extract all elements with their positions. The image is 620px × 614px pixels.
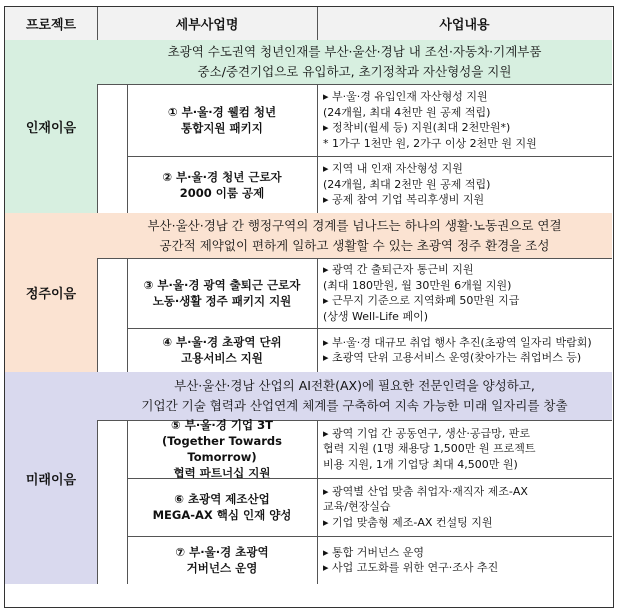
column-divider xyxy=(317,420,318,478)
content-line: ▸ 광역 기업 간 공동연구, 생산·공급망, 판로 xyxy=(323,426,531,440)
subproject-content xyxy=(317,335,612,366)
content-line: ▸ 부·울·경 대규모 취업 행사 추진(초광역 일자리 박람회) xyxy=(323,335,592,349)
content-line: 교육/현장실습 xyxy=(323,500,391,514)
subproject-content xyxy=(317,89,612,151)
summary-line: 중소/중견기업으로 유입하고, 초기정착과 자산형성을 지원 xyxy=(197,64,512,79)
column-divider xyxy=(127,536,128,584)
subproject-name xyxy=(127,156,317,213)
column-divider xyxy=(127,478,128,536)
content-line: (상생 Well-Life 페이) xyxy=(323,309,428,323)
content-line: (24개월, 최대 2천만 원 공제 적립) xyxy=(323,177,491,191)
column-divider xyxy=(127,258,128,328)
content-line: ▸ 기업 맞춤형 제조-AX 컨설팅 지원 xyxy=(323,515,493,529)
column-divider xyxy=(127,156,128,213)
content-line: * 1가구 1천만 원, 2가구 이상 2천만 원 지원 xyxy=(323,136,537,150)
subproject-content xyxy=(317,262,612,324)
summary-line: 부산·울산·경남 산업의 AI전환(AX)에 필요한 전문인력을 양성하고, xyxy=(174,378,535,393)
content-line: ▸ 부·울·경 유입인재 자산형성 지원 xyxy=(323,90,488,103)
column-divider xyxy=(127,84,128,156)
subproject-content xyxy=(317,426,612,473)
summary-line: 기업간 기술 협력과 산업연계 체계를 구축하여 지속 가능한 미래 일자리를 창출 xyxy=(141,398,568,413)
header-project: 프로젝트 xyxy=(25,18,77,33)
column-divider xyxy=(317,156,318,213)
subproject-name-line: 거버넌스 운영 xyxy=(186,561,258,575)
content-line: ▸ 근무지 기준으로 지역화폐 50만원 지급 xyxy=(323,294,520,307)
summary-line: 공간적 제약없이 편하게 일하고 생활할 수 있는 초광역 정주 환경을 조성 xyxy=(159,237,550,253)
column-divider xyxy=(127,420,128,478)
subproject-content xyxy=(317,545,612,576)
subproject-name-line: (Together Towards Tomorrow) xyxy=(161,434,282,464)
content-line: ▸ 공제 참여 기업 복리후생비 지원 xyxy=(323,193,485,207)
content-line: ▸ 통합 거버넌스 운영 xyxy=(323,545,425,559)
column-divider xyxy=(317,478,318,536)
column-divider xyxy=(317,258,318,328)
summary-line: 부산·울산·경남 간 행정구역의 경계를 넘나드는 하나의 생활·노동권으로 연결 xyxy=(147,217,562,233)
project-name-3: 미래이음 xyxy=(5,372,97,584)
content-line: ▸ 광역 간 출퇴근자 통근비 지원 xyxy=(323,263,474,276)
content-line: (최대 180만원, 월 30만원 6개월 지원) xyxy=(323,278,512,292)
content-line: (24개월, 최대 4천만 원 공제 적립) xyxy=(323,105,491,119)
subproject-name xyxy=(127,84,317,156)
subproject-name-line: MEGA-AX 핵심 인재 양성 xyxy=(152,508,292,522)
subproject-name xyxy=(127,258,317,328)
subproject-name-line: ⑥ 초광역 제조산업 xyxy=(174,492,270,506)
content-line: ▸ 정착비(월세 등) 지원(최대 2천만원*) xyxy=(323,121,511,134)
column-divider xyxy=(317,328,318,372)
subproject-name-line: 고용서비스 지원 xyxy=(181,351,263,365)
summary-line: 초광역 수도권역 청년인재를 부산·울산·경남 내 조선·자동차·기계부품 xyxy=(167,44,542,59)
subproject-name-line: ① 부·울·경 웰컴 청년 xyxy=(167,105,277,119)
content-line: ▸ 지역 내 인재 자산형성 지원 xyxy=(323,162,463,176)
content-line: ▸ 초광역 단위 고용서비스 운영(찾아가는 취업버스 등) xyxy=(323,351,582,364)
content-line: 비용 지원, 1개 기업당 최대 4,500만 원) xyxy=(323,457,518,471)
subproject-name xyxy=(127,420,317,478)
subproject-name xyxy=(127,328,317,372)
section-summary-2 xyxy=(97,213,612,258)
subproject-name-line: ⑦ 부·울·경 초광역 xyxy=(175,545,269,559)
column-divider xyxy=(317,536,318,584)
subproject-name-line: 노동·생활 정주 패키지 지원 xyxy=(152,294,292,308)
header-content: 사업내용 xyxy=(439,18,490,33)
column-divider xyxy=(127,328,128,372)
column-divider xyxy=(97,7,98,40)
section-summary-1 xyxy=(97,40,612,84)
subproject-name-line: 통합지원 패키지 xyxy=(181,121,263,135)
project-name-1: 인재이음 xyxy=(5,40,97,213)
column-divider xyxy=(317,84,318,156)
subproject-name-line: ⑤ 부·울·경 기업 3T xyxy=(171,418,273,432)
content-line: ▸ 광역별 산업 맞춤 취업자·재직자 제조-AX xyxy=(323,484,528,498)
content-line: ▸ 사업 고도화를 위한 연구·조사 추진 xyxy=(323,561,499,574)
subproject-name xyxy=(127,536,317,584)
subproject-name-line: ② 부·울·경 청년 근로자 xyxy=(162,169,282,184)
subproject-name-line: ③ 부·울·경 광역 출퇴근 근로자 xyxy=(143,278,301,292)
section-summary-3 xyxy=(97,372,612,420)
subproject-content xyxy=(317,484,612,531)
subproject-name-line: 2000 이룸 공제 xyxy=(179,185,265,200)
subproject-name xyxy=(127,478,317,536)
subproject-content xyxy=(317,161,612,208)
header-subproject: 세부사업명 xyxy=(175,18,239,33)
project-name-2: 정주이음 xyxy=(5,213,97,372)
content-line: 협력 지원 (1명 채용당 1,500만 원 프로젝트 xyxy=(323,442,536,456)
column-divider xyxy=(317,7,318,40)
project-table xyxy=(4,6,614,608)
subproject-name-line: ④ 부·울·경 초광역 단위 xyxy=(162,335,282,349)
subproject-name-line: 협력 파트너십 지원 xyxy=(173,466,271,480)
